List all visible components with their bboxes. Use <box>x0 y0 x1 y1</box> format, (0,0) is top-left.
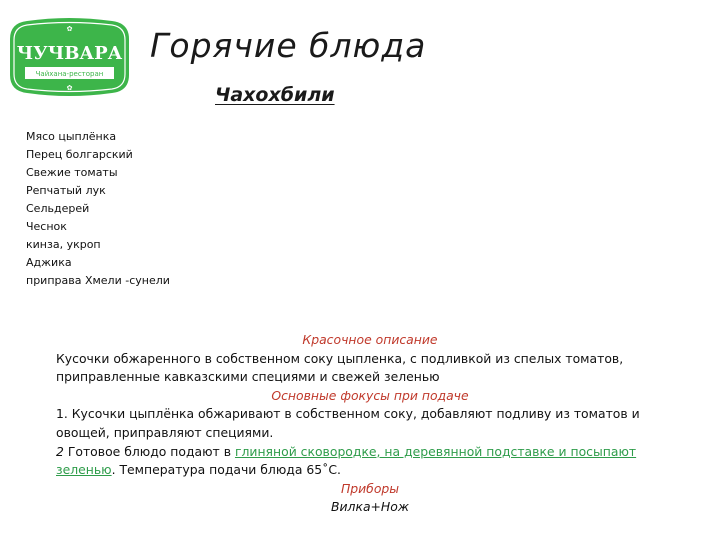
page-title: Горячие блюда <box>150 26 427 65</box>
ingredient-item: Свежие томаты <box>26 166 118 179</box>
logo-sub-text: Чайхана-ресторан <box>35 70 104 78</box>
ingredient-item: Мясо цыплёнка <box>26 130 117 143</box>
ingredient-item: приправа Хмели -сунели <box>26 274 170 287</box>
ingredient-item: Репчатый лук <box>26 184 106 197</box>
cutlery-heading: Приборы <box>340 480 400 496</box>
serving-point-2 <box>56 443 684 480</box>
logo-badge-icon <box>7 17 132 97</box>
svg-text:✿: ✿ <box>66 25 73 33</box>
ingredients-list <box>26 128 170 290</box>
logo-main-text: ЧУЧВАРА <box>16 43 123 64</box>
restaurant-logo <box>7 17 132 97</box>
cutlery-value: Вилка+Нож <box>331 499 409 515</box>
description-heading: Красочное описание <box>302 332 438 347</box>
svg-text:✿: ✿ <box>66 84 73 92</box>
ingredient-item: Аджика <box>26 256 72 269</box>
dish-description-block <box>56 331 684 517</box>
serving-point-1: 1. Кусочки цыплёнка обжаривают в собственном соку, добавляют подливу из томатов и овощей, приправляют специями. <box>56 406 640 440</box>
serving-temperature-text: . Температура подачи блюда 65˚С. <box>111 462 341 478</box>
serving-heading: Основные фокусы при подаче <box>271 387 469 403</box>
ingredient-item: Сельдерей <box>26 202 90 215</box>
ingredient-item: Перец болгарский <box>26 148 133 161</box>
ingredient-item: Чеснок <box>26 220 67 233</box>
ingredient-item: кинза, укроп <box>26 238 101 251</box>
serving-presentation-link[interactable]: глиняной сковородке, на деревянной подставке и посыпают зеленью <box>56 443 637 478</box>
serving-point-2-text: Готовое блюдо подают в <box>63 443 235 459</box>
dish-name: Чахохбили <box>215 84 335 106</box>
serving-point-2-number: 2 <box>56 443 64 459</box>
description-text: Кусочки обжаренного в собственном соку цыпленка, с подливкой из спелых томатов, приправленные кавказскими специями и свежей зеленью <box>56 350 624 385</box>
